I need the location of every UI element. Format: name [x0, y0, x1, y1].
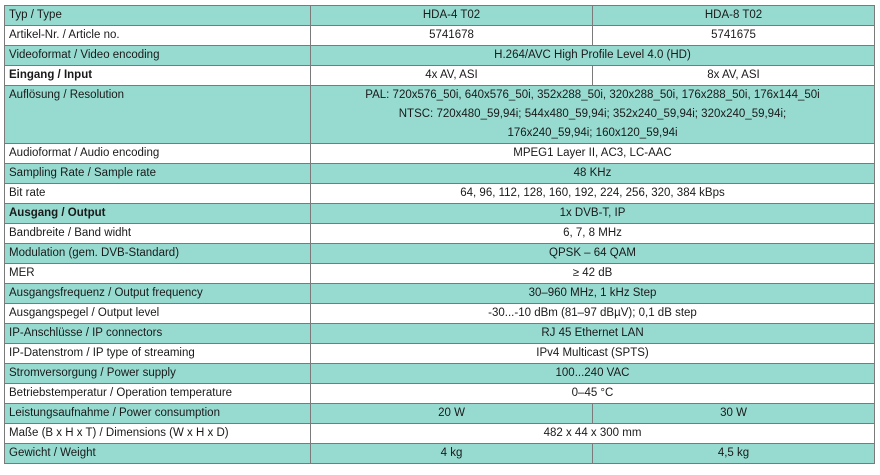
table-row: [5, 264, 875, 284]
table-row: [5, 384, 875, 404]
table-row: [5, 164, 875, 184]
row-value: ≥ 42 dB: [311, 264, 875, 284]
row-label: Stromversorgung / Power supply: [5, 364, 311, 384]
table-row: [5, 66, 875, 86]
row-value-hda4: 20 W: [311, 404, 593, 424]
row-value: 64, 96, 112, 128, 160, 192, 224, 256, 320, 384 kBps: [311, 184, 875, 204]
table-row: [5, 304, 875, 324]
row-value-line: PAL: 720x576_50i, 640x576_50i, 352x288_50i, 320x288_50i, 176x288_50i, 176x144_50i: [365, 89, 820, 101]
row-value-hda8: 30 W: [593, 404, 875, 424]
row-value: MPEG1 Layer II, AC3, LC-AAC: [311, 144, 875, 164]
row-value: 482 x 44 x 300 mm: [311, 424, 875, 444]
row-value-hda8: HDA-8 T02: [593, 6, 875, 26]
row-label: IP-Datenstrom / IP type of streaming: [5, 344, 311, 364]
row-value: 0–45 °C: [311, 384, 875, 404]
row-label: Ausgang / Output: [5, 204, 311, 224]
row-value: RJ 45 Ethernet LAN: [311, 324, 875, 344]
table-row: [5, 26, 875, 46]
table-row: [5, 424, 875, 444]
row-value-hda4: 5741678: [311, 26, 593, 46]
table-row: [5, 344, 875, 364]
row-label: Leistungsaufnahme / Power consumption: [5, 404, 311, 424]
row-value-hda8: 5741675: [593, 26, 875, 46]
table-row: [5, 144, 875, 164]
row-label: Sampling Rate / Sample rate: [5, 164, 311, 184]
row-label: Bit rate: [5, 184, 311, 204]
table-row: [5, 244, 875, 264]
row-value-hda8: 8x AV, ASI: [593, 66, 875, 86]
row-label: Bandbreite / Band widht: [5, 224, 311, 244]
spec-table-body: [5, 6, 875, 464]
row-value: IPv4 Multicast (SPTS): [311, 344, 875, 364]
row-value: -30...-10 dBm (81–97 dBµV); 0,1 dB step: [311, 304, 875, 324]
table-row: [5, 444, 875, 464]
row-value-line: 176x240_59,94i; 160x120_59,94i: [507, 127, 678, 139]
row-label: Maße (B x H x T) / Dimensions (W x H x D): [5, 424, 311, 444]
row-value-hda4: HDA-4 T02: [311, 6, 593, 26]
row-value-hda4: 4 kg: [311, 444, 593, 464]
row-value: 48 KHz: [311, 164, 875, 184]
row-value: 30–960 MHz, 1 kHz Step: [311, 284, 875, 304]
row-value-line: NTSC: 720x480_59,94i; 544x480_59,94i; 352x240_59,94i; 320x240_59,94i;: [398, 108, 787, 120]
table-row: [5, 284, 875, 304]
table-row: [5, 86, 875, 144]
row-value-hda8: 4,5 kg: [593, 444, 875, 464]
row-label: Modulation (gem. DVB-Standard): [5, 244, 311, 264]
table-row: [5, 184, 875, 204]
row-label: Gewicht / Weight: [5, 444, 311, 464]
table-row: [5, 404, 875, 424]
row-value: 1x DVB-T, IP: [311, 204, 875, 224]
row-label: Ausgangspegel / Output level: [5, 304, 311, 324]
row-label: Artikel-Nr. / Article no.: [5, 26, 311, 46]
table-row: [5, 324, 875, 344]
table-row: [5, 204, 875, 224]
row-label: Videoformat / Video encoding: [5, 46, 311, 66]
row-value: 100...240 VAC: [311, 364, 875, 384]
row-label: Eingang / Input: [5, 66, 311, 86]
table-row: [5, 46, 875, 66]
row-label: IP-Anschlüsse / IP connectors: [5, 324, 311, 344]
table-row: [5, 224, 875, 244]
row-label: Betriebstemperatur / Operation temperature: [5, 384, 311, 404]
table-row: [5, 364, 875, 384]
row-label: Audioformat / Audio encoding: [5, 144, 311, 164]
row-value: H.264/AVC High Profile Level 4.0 (HD): [311, 46, 875, 66]
row-label: Typ / Type: [5, 6, 311, 26]
row-value: QPSK – 64 QAM: [311, 244, 875, 264]
row-value: 6, 7, 8 MHz: [311, 224, 875, 244]
row-label: Auflösung / Resolution: [5, 86, 311, 144]
row-value: [311, 86, 875, 144]
row-label: Ausgangsfrequenz / Output frequency: [5, 284, 311, 304]
row-value-hda4: 4x AV, ASI: [311, 66, 593, 86]
spec-table: [4, 5, 875, 464]
row-label: MER: [5, 264, 311, 284]
table-row: [5, 6, 875, 26]
